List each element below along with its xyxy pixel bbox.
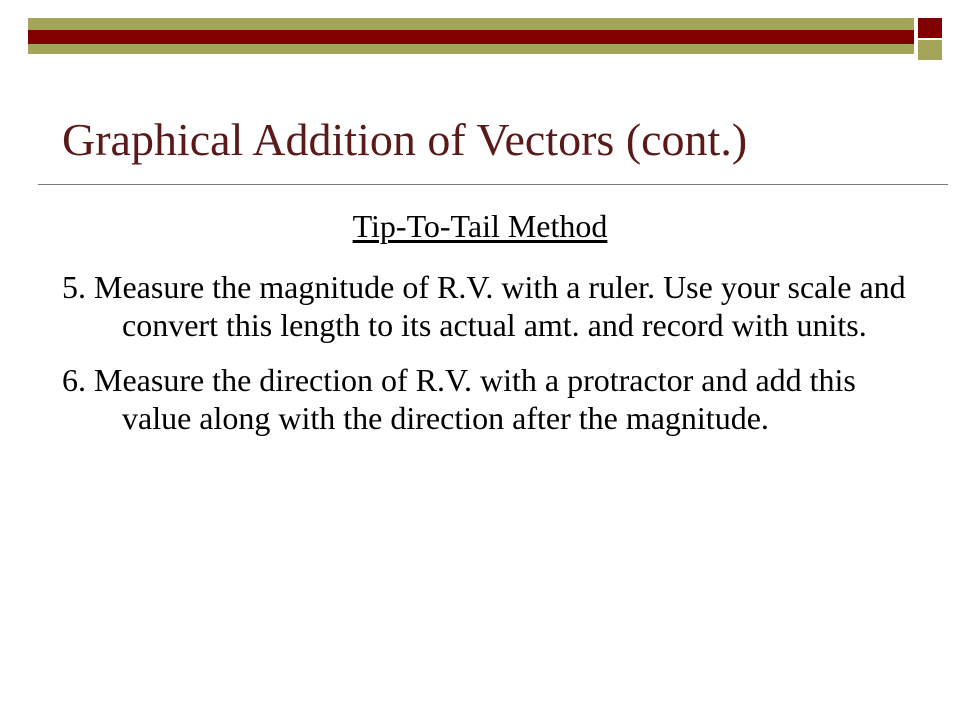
step-6: 6. Measure the direction of R.V. with a protractor and add this value along with the direction after the magnitude.	[62, 362, 856, 436]
header-bar-maroon-stripe	[28, 30, 914, 44]
slide-subtitle: Tip-To-Tail Method	[352, 208, 608, 244]
header-corner-square-olive	[918, 40, 942, 60]
header-corner-square-maroon	[918, 18, 942, 38]
title-divider	[38, 184, 948, 185]
steps-list	[62, 268, 932, 454]
step-5: 5. Measure the magnitude of R.V. with a ruler. Use your scale and convert this length to its actual amt. and record with units.	[62, 269, 906, 343]
slide-title: Graphical Addition of Vectors (cont.)	[62, 114, 748, 165]
